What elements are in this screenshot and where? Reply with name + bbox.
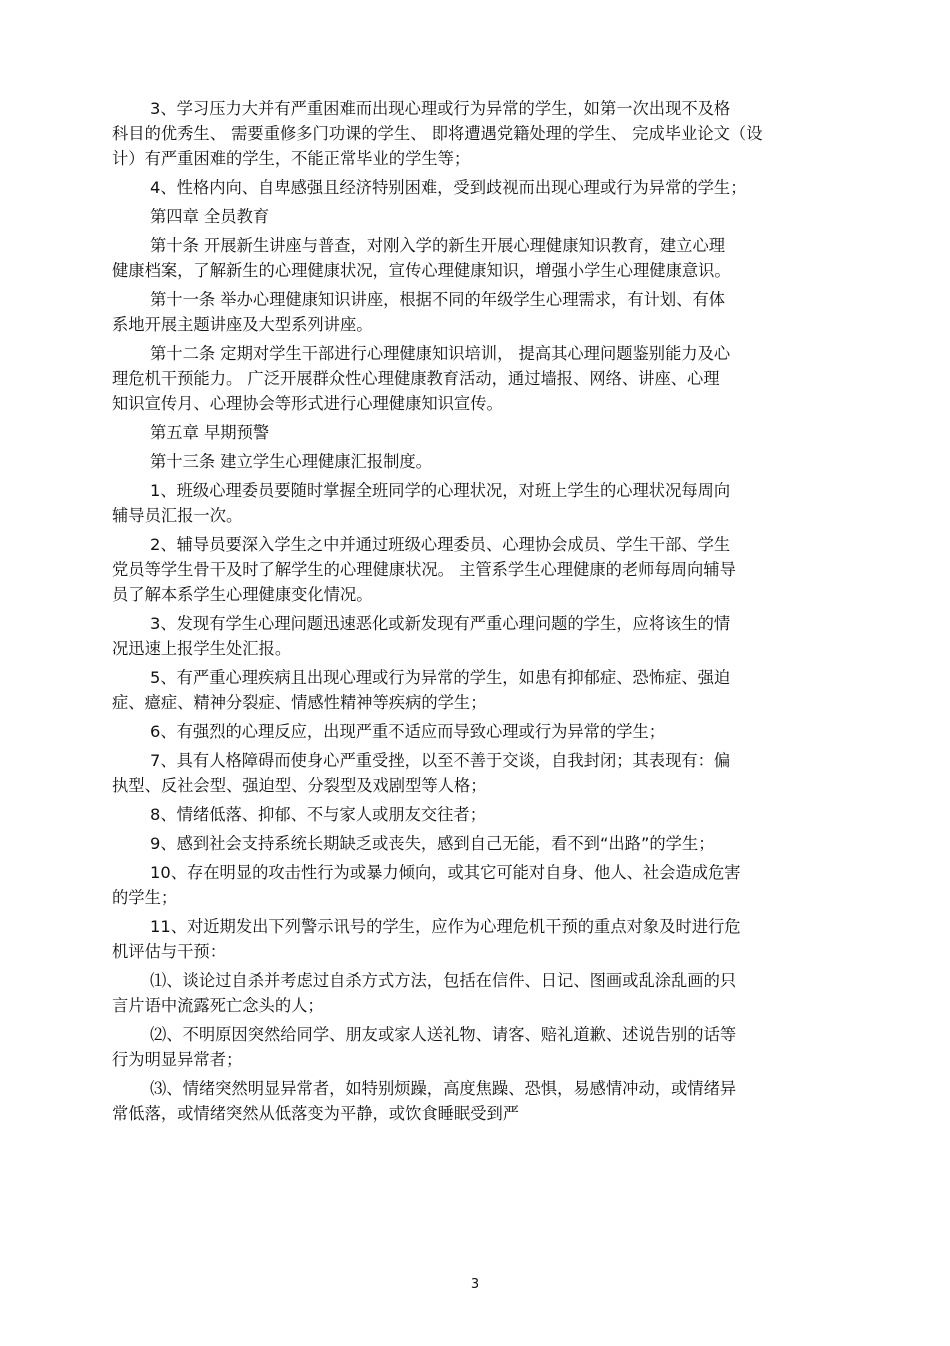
text-line: 系地开展主题讲座及大型系列讲座。: [112, 315, 373, 334]
paragraph: [112, 341, 842, 416]
text-line: 1、班级心理委员要随时掌握全班同学的心理状况，对班上学生的心理状况每周向: [150, 481, 731, 500]
paragraph: [112, 96, 842, 171]
text-line: ⑵、不明原因突然给同学、朋友或家人送礼物、请客、赔礼道歉、述说告别的话等: [150, 1025, 737, 1044]
paragraph: [112, 719, 842, 744]
text-line: ⑴、谈论过自杀并考虑过自杀方式方法，包括在信件、日记、图画或乱涂乱画的只: [150, 971, 737, 990]
text-line: 员了解本系学生心理健康变化情况。: [112, 585, 373, 604]
text-line: 3、发现有学生心理问题迅速恶化或新发现有严重心理问题的学生，应将该生的情: [150, 614, 731, 633]
paragraph: [112, 233, 842, 283]
paragraph: [112, 1022, 842, 1072]
paragraph: [112, 831, 842, 856]
paragraph-gap: [112, 1126, 842, 1130]
text-line: 6、有强烈的心理反应，出现严重不适应而导致心理或行为异常的学生；: [150, 722, 666, 741]
paragraph: [112, 611, 842, 661]
paragraph: [112, 175, 842, 200]
text-line: 党员等学生骨干及时了解学生的心理健康状况。 主管系学生心理健康的老师每周向辅导: [112, 560, 736, 579]
page-number: 3: [470, 1277, 480, 1292]
paragraph: [112, 449, 842, 474]
text-line: 计）有严重困难的学生，不能正常毕业的学生等；: [112, 149, 471, 168]
text-line: 机评估与干预：: [112, 942, 226, 961]
text-line: 常低落，或情绪突然从低落变为平静，或饮食睡眠受到严: [112, 1104, 520, 1123]
text-line: ⑶、情绪突然明显异常者，如特别烦躁，高度焦躁、恐惧，易感情冲动，或情绪异: [150, 1079, 737, 1098]
text-line: 4、性格内向、自卑感强且经济特别困难，受到歧视而出现心理或行为异常的学生；: [150, 178, 747, 197]
text-line: 执型、反社会型、强迫型、分裂型及戏剧型等人格；: [112, 776, 487, 795]
text-line: 行为明显异常者；: [112, 1050, 243, 1069]
paragraph: [112, 204, 842, 229]
text-line: 知识宣传月、心理协会等形式进行心理健康知识宣传。: [112, 394, 503, 413]
text-line: 10、存在明显的攻击性行为或暴力倾向，或其它可能对自身、他人、社会造成危害: [150, 863, 741, 882]
paragraph: [112, 1076, 842, 1126]
paragraph: [112, 748, 842, 798]
text-line: 第四章 全员教育: [150, 207, 270, 226]
text-line: 第十条 开展新生讲座与普查，对刚入学的新生开展心理健康知识教育，建立心理: [150, 236, 726, 255]
paragraph: [112, 665, 842, 715]
text-line: 理危机干预能力。 广泛开展群众性心理健康教育活动，通过墙报、网络、讲座、心理: [112, 369, 720, 388]
paragraph: [112, 532, 842, 607]
text-line: 科目的优秀生、 需要重修多门功课的学生、 即将遭遇党籍处理的学生、 完成毕业论文（设: [112, 124, 763, 143]
paragraph: [112, 287, 842, 337]
text-line: 8、情绪低落、抑郁、不与家人或朋友交往者；: [150, 805, 486, 824]
text-line: 9、感到社会支持系统长期缺乏或丧失，感到自己无能，看不到“出路”的学生；: [150, 834, 715, 853]
text-line: 言片语中流露死亡念头的人；: [112, 996, 324, 1015]
text-line: 第十三条 建立学生心理健康汇报制度。: [150, 452, 432, 471]
text-line: 第十二条 定期对学生干部进行心理健康知识培训， 提高其心理问题鉴别能力及心: [150, 344, 731, 363]
text-line: 的学生；: [112, 888, 178, 907]
paragraph: [112, 968, 842, 1018]
paragraph: [112, 478, 842, 528]
text-line: 2、辅导员要深入学生之中并通过班级心理委员、心理协会成员、学生干部、学生: [150, 535, 731, 554]
text-line: 3、学习压力大并有严重困难而出现心理或行为异常的学生，如第一次出现不及格: [150, 99, 731, 118]
text-line: 健康档案，了解新生的心理健康状况，宣传心理健康知识，增强小学生心理健康意识。: [112, 261, 731, 280]
paragraph: [112, 914, 842, 964]
paragraph: [112, 802, 842, 827]
text-line: 况迅速上报学生处汇报。: [112, 639, 292, 658]
text-line: 5、有严重心理疾病且出现心理或行为异常的学生，如患有抑郁症、恐怖症、强迫: [150, 668, 731, 687]
text-line: 第十一条 举办心理健康知识讲座，根据不同的年级学生心理需求，有计划、有体: [150, 290, 726, 309]
text-line: 辅导员汇报一次。: [112, 506, 243, 525]
document-body: [112, 96, 842, 1130]
text-line: 第五章 早期预警: [150, 423, 270, 442]
paragraph: [112, 860, 842, 910]
text-line: 症、癔症、精神分裂症、情感性精神等疾病的学生；: [112, 693, 487, 712]
text-line: 7、具有人格障碍而使身心严重受挫，以至不善于交谈，自我封闭；其表现有：偏: [150, 751, 731, 770]
paragraph: [112, 420, 842, 445]
text-line: 11、对近期发出下列警示讯号的学生，应作为心理危机干预的重点对象及时进行危: [150, 917, 741, 936]
